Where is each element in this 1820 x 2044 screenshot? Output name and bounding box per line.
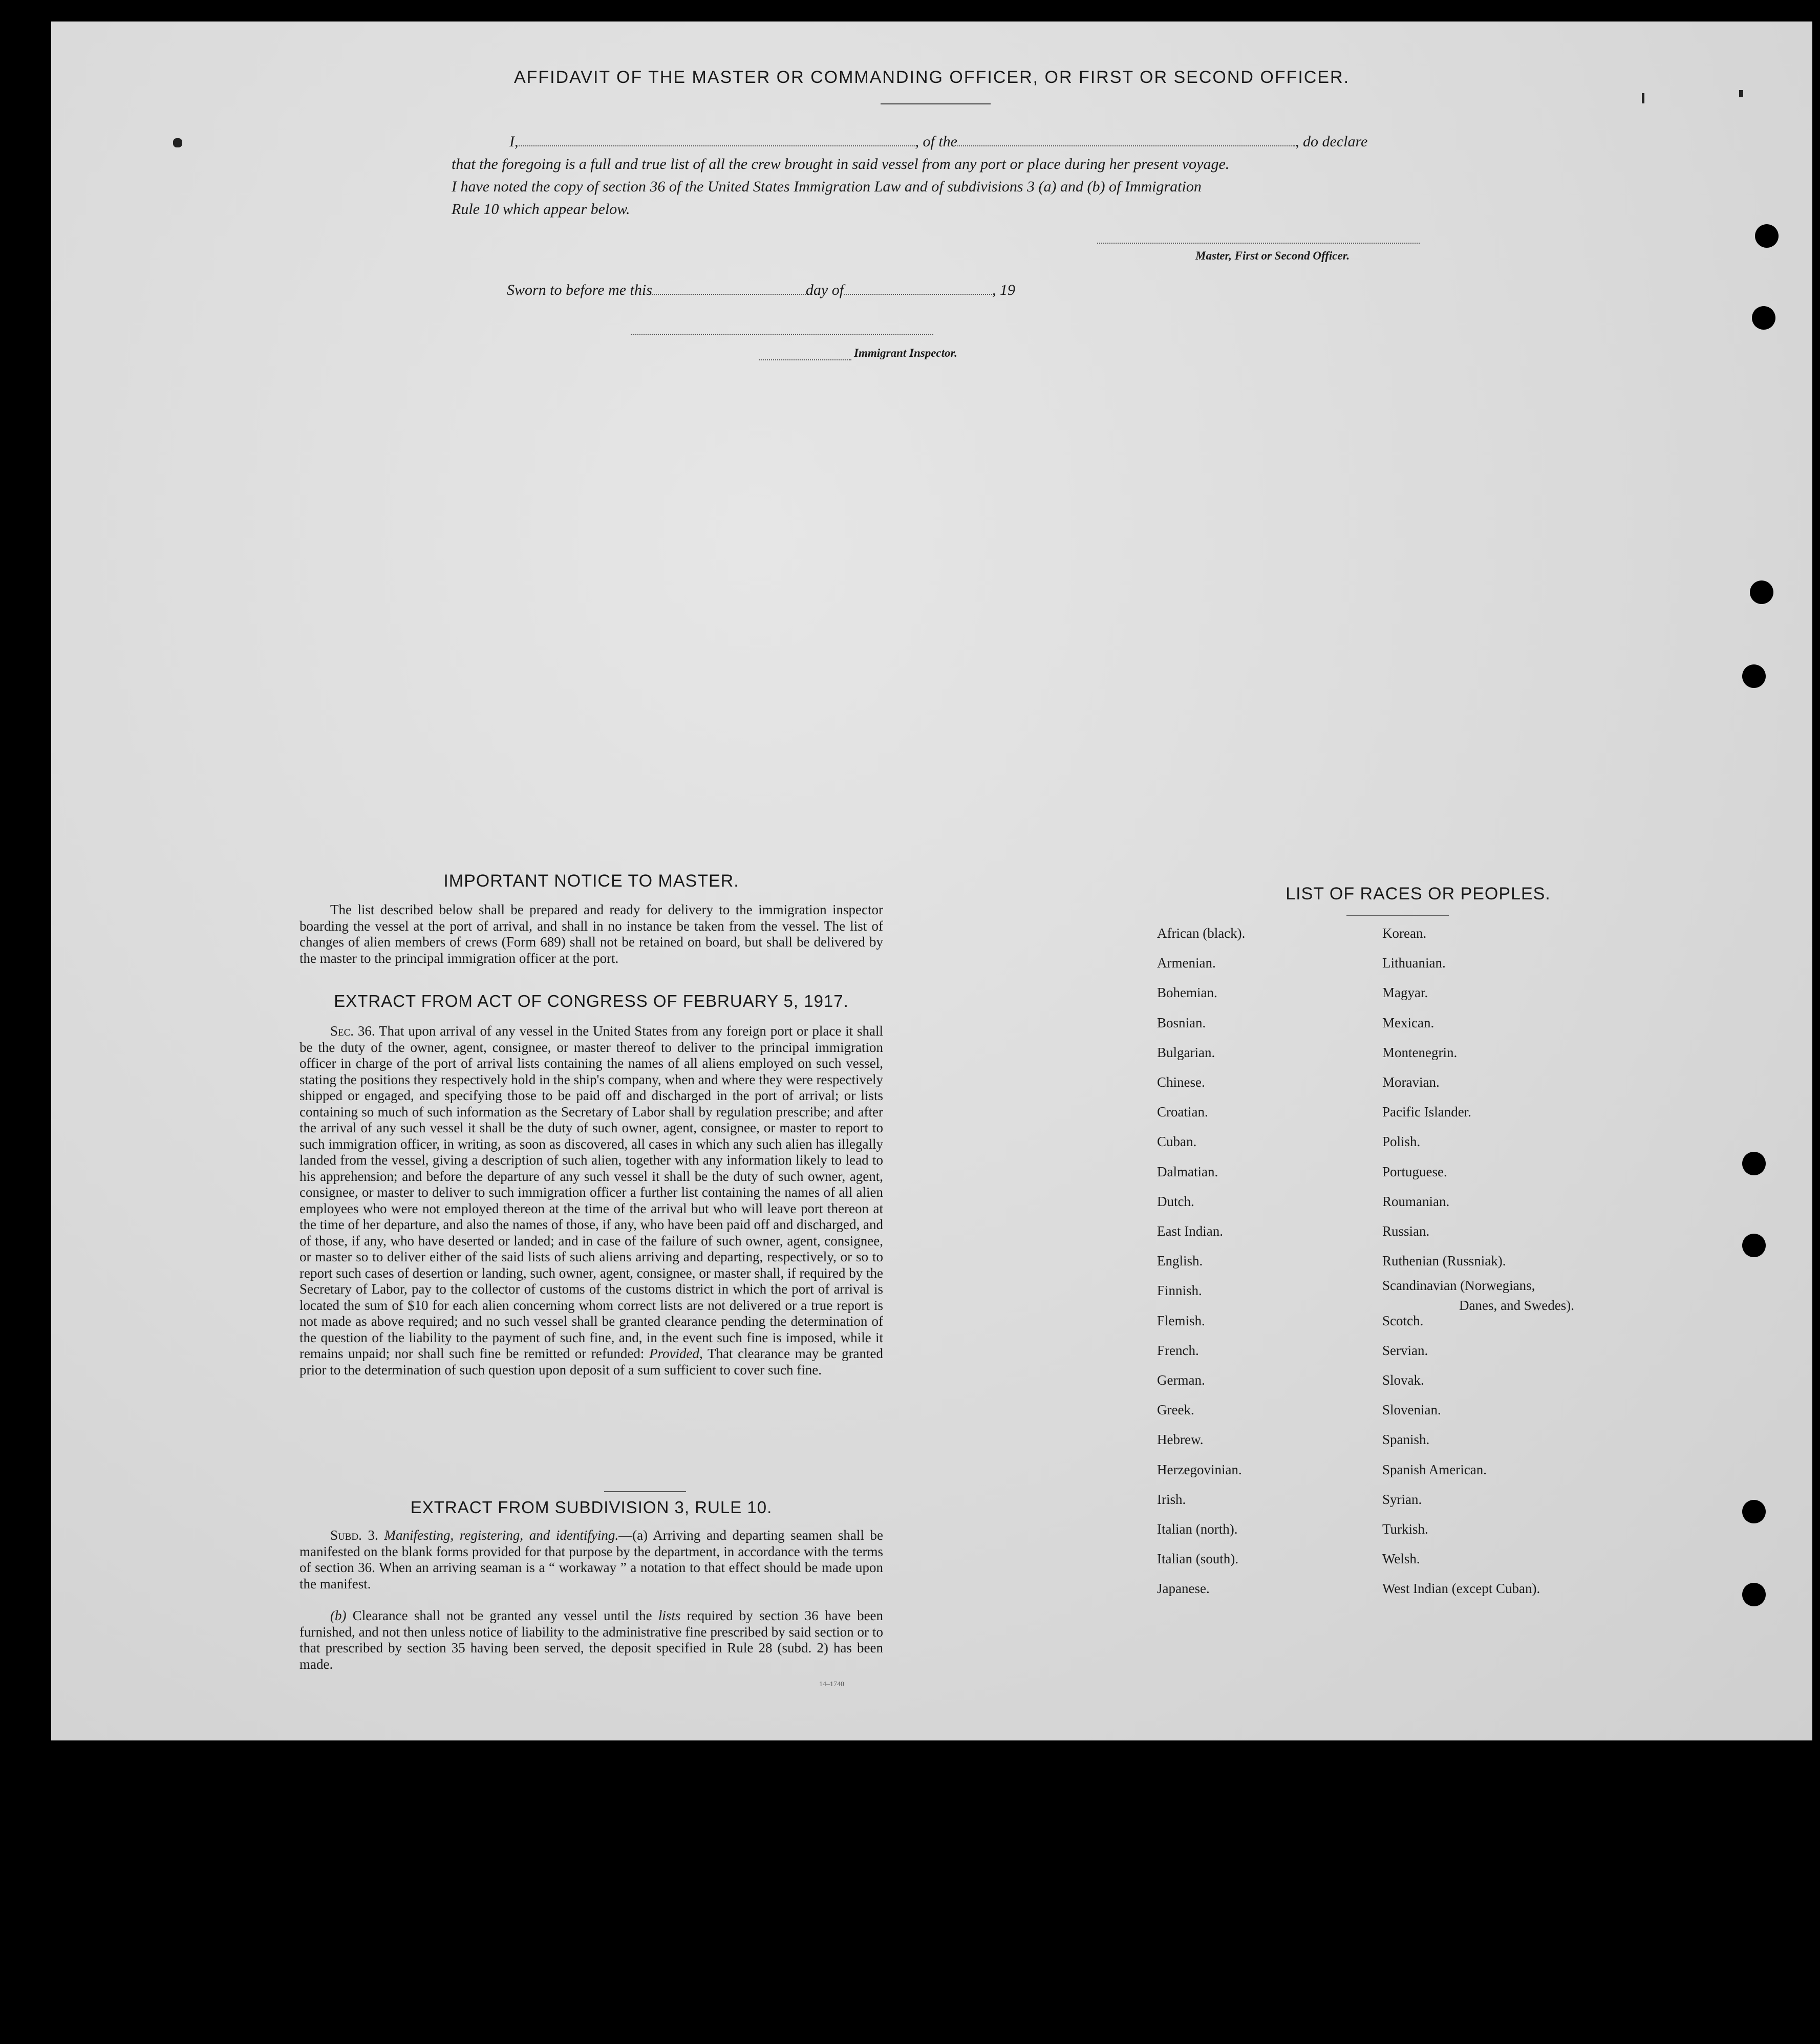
race-item: German. — [1157, 1372, 1205, 1388]
affidavit-title: AFFIDAVIT OF THE MASTER OR COMMANDING OFFICER, OR FIRST OR SECOND OFFICER. — [513, 68, 1350, 87]
document-page — [51, 21, 1812, 1740]
extract-rule-para-b — [299, 1608, 883, 1672]
para-b-label: (b) — [330, 1608, 347, 1623]
race-item: Polish. — [1382, 1134, 1421, 1149]
race-item: Cuban. — [1157, 1134, 1197, 1149]
sec-36-label: Sec. 36. — [330, 1023, 375, 1039]
extract-rule-title: EXTRACT FROM SUBDIVISION 3, RULE 10. — [410, 1498, 773, 1517]
race-item: Montenegrin. — [1382, 1045, 1458, 1060]
master-signature-label: Master, First or Second Officer. — [1195, 249, 1350, 262]
race-item: Slovak. — [1382, 1372, 1424, 1388]
race-item: Spanish American. — [1382, 1462, 1487, 1477]
race-item: Croatian. — [1157, 1104, 1208, 1120]
race-item: Scotch. — [1382, 1313, 1424, 1328]
binder-hole — [1742, 1583, 1766, 1606]
subd-para-a: —(a) Arriving and departing seamen shall be manifested on the blank forms provided for that purpose by the department, in accordance with the terms of section 36. When an arriving seaman is a “ workaway ” a notation to that effect should be made upon the manifest. — [299, 1527, 883, 1591]
affidavit-line-2: that the foregoing is a full and true list of all the crew brought in said vessel from any port or place during her present voyage. — [452, 156, 1230, 173]
title-divider — [881, 103, 991, 104]
race-item: Pacific Islander. — [1382, 1104, 1471, 1120]
binder-hole — [1742, 664, 1766, 688]
sec-36-text-end: That clearance may be granted prior to the determination of such question upon deposit of a sum sufficient to cover such fine. — [299, 1346, 884, 1378]
race-item: Russian. — [1382, 1223, 1430, 1239]
binder-hole — [1750, 580, 1773, 604]
ink-speck — [173, 138, 182, 147]
extract-act-title: EXTRACT FROM ACT OF CONGRESS OF FEBRUARY 5, 1917. — [334, 992, 849, 1010]
sworn-day-field[interactable] — [652, 294, 806, 295]
extract-act-body — [299, 1023, 883, 1378]
race-item: Scandinavian (Norwegians, — [1382, 1278, 1535, 1293]
ink-speck — [1739, 90, 1743, 97]
form-number: 14–1740 — [819, 1681, 844, 1688]
race-item: Syrian. — [1382, 1492, 1422, 1507]
binder-hole — [1742, 1234, 1766, 1257]
sworn-line — [507, 282, 1015, 299]
race-item: Slovenian. — [1382, 1402, 1441, 1417]
para-b-lists: lists — [658, 1608, 681, 1623]
race-item: Dalmatian. — [1157, 1164, 1218, 1179]
master-signature-line[interactable] — [1097, 243, 1420, 244]
affidavit-line-4: Rule 10 which appear below. — [452, 201, 630, 218]
race-item: Roumanian. — [1382, 1194, 1450, 1209]
subd-label: Subd. 3. — [330, 1527, 378, 1543]
sec-36-text: That upon arrival of any vessel in the United States from any foreign port or place it shall be the duty of the owner, agent, consignee, or master thereof to deliver to the principal immigration officer in charge of the port of arrival lists containing the names of all aliens employed on such vessel, stating the positions they respectively hold in the ship's company, when and where they were respectively shipped or engaged, and specifying those to be paid off and discharged in the port of arrival; or lists containing so much of such information as the Secretary of Labor shall by regulation prescribe; and after the arrival of any such vessel it shall be the duty of such owner, agent, consignee, or master to report to such immigration officer, in writing, as soon as discovered, all cases in which any such alien has illegally landed from the vessel, giving a description of such alien, together with any information likely to lead to his apprehension; and before the departure of any such vessel it shall be the duty of such owner, agent, consignee, or master to deliver to such immigration officer a further list containing the names of all alien employees who were not employed thereon at the time of the arrival but who will leave port thereon at the time of her departure, and also the names of those, if any, who have been paid off and discharged, and of those, if any, who have deserted or landed; and in case of the failure of such owner, agent, consignee, or master so to deliver either of the said lists of such aliens arriving and departing, respectively, or so to report such cases of desertion or landing, such owner, agent, consignee, or master shall, if required by the Secretary of Labor, pay to the collector of customs of the customs district in which the port of arrival is located the sum of $10 for each alien concerning whom correct lists are not delivered or a true report is not made as above required; and no such vessel shall be granted clearance pending the determination of the question of the liability to the payment of such fine, and, in the event such fine is imposed, while it remains unpaid; nor shall such fine be remitted or refunded: — [299, 1023, 883, 1361]
ink-speck — [1642, 93, 1644, 103]
affidavit-of-the-label: , of the — [915, 133, 957, 150]
para-b-text-2: required by section 36 have been furnished, and not then unless notice of liability to the administrative fine prescribed by said section or to that prescribed by section 35 having been served, the deposit specified in Rule 28 (subd. 2) has been made. — [299, 1608, 884, 1672]
para-b-text-1: Clearance shall not be granted any vessel until the — [352, 1608, 652, 1623]
race-item: Turkish. — [1382, 1521, 1428, 1537]
sworn-prefix: Sworn to before me this — [507, 282, 652, 298]
race-item: Greek. — [1157, 1402, 1194, 1417]
race-item: East Indian. — [1157, 1223, 1223, 1239]
name-field[interactable] — [519, 145, 915, 146]
race-item: West Indian (except Cuban). — [1382, 1581, 1540, 1596]
notice-title: IMPORTANT NOTICE TO MASTER. — [443, 871, 739, 891]
binder-hole — [1742, 1500, 1766, 1523]
race-item: Flemish. — [1157, 1313, 1205, 1328]
binder-hole — [1755, 224, 1779, 248]
sworn-year-label: , 19 — [992, 282, 1016, 298]
race-item: Korean. — [1382, 926, 1427, 941]
race-item: African (black). — [1157, 926, 1246, 941]
race-item: Irish. — [1157, 1492, 1186, 1507]
race-item: Magyar. — [1382, 985, 1428, 1000]
race-item: Bulgarian. — [1157, 1045, 1215, 1060]
race-item: Mexican. — [1382, 1015, 1434, 1030]
race-item: Lithuanian. — [1382, 955, 1446, 971]
race-item: Hebrew. — [1157, 1432, 1204, 1447]
races-divider — [1346, 915, 1449, 916]
race-item: Chinese. — [1157, 1074, 1205, 1090]
race-item: Armenian. — [1157, 955, 1216, 971]
vessel-field[interactable] — [957, 145, 1295, 146]
sworn-month-field[interactable] — [844, 294, 992, 295]
affidavit-declare-label: , do declare — [1295, 133, 1368, 150]
race-item: French. — [1157, 1343, 1199, 1358]
race-item: Finnish. — [1157, 1283, 1202, 1298]
sworn-day-of-label: day of — [805, 282, 844, 298]
inspector-label: Immigrant Inspector. — [854, 347, 957, 359]
affidavit-line-3: I have noted the copy of section 36 of the United States Immigration Law and of subdivisions 3 (a) and (b) of Immigration — [452, 178, 1202, 195]
affidavit-i-label: I, — [509, 133, 519, 150]
binder-hole — [1752, 306, 1775, 330]
race-item: Bohemian. — [1157, 985, 1217, 1000]
race-item: Ruthenian (Russniak). — [1382, 1253, 1506, 1268]
race-item: Spanish. — [1382, 1432, 1430, 1447]
race-scandinavian-continued: Danes, and Swedes). — [1459, 1298, 1574, 1313]
race-item: Moravian. — [1382, 1074, 1440, 1090]
notice-body: The list described below shall be prepared and ready for delivery to the immigration inspector boarding the vessel at the port of arrival, and shall in no instance be taken from the vessel. The list of changes of alien members of crews (Form 689) shall not be retained on board, but shall be delivered by the master to the principal immigration officer at the port. — [299, 902, 883, 966]
race-item: Servian. — [1382, 1343, 1428, 1358]
affidavit-line-1 — [509, 133, 1367, 150]
race-item: Dutch. — [1157, 1194, 1194, 1209]
race-item: Welsh. — [1382, 1551, 1420, 1566]
section-divider — [604, 1491, 686, 1492]
race-item: Japanese. — [1157, 1581, 1210, 1596]
subd-heading: Manifesting, registering, and identifying. — [384, 1527, 619, 1543]
provided-word: Provided, — [649, 1346, 703, 1361]
race-item: Bosnian. — [1157, 1015, 1206, 1030]
race-item: Portuguese. — [1382, 1164, 1447, 1179]
race-item: Herzegovinian. — [1157, 1462, 1242, 1477]
race-item: Italian (south). — [1157, 1551, 1238, 1566]
binder-hole — [1742, 1152, 1766, 1175]
extract-rule-para-a — [299, 1527, 883, 1592]
race-item: Italian (north). — [1157, 1521, 1238, 1537]
race-item: English. — [1157, 1253, 1203, 1268]
inspector-signature-line[interactable] — [631, 334, 933, 335]
races-title: LIST OF RACES OR PEOPLES. — [1286, 884, 1551, 903]
inspector-signature-line-2[interactable] — [759, 359, 851, 360]
